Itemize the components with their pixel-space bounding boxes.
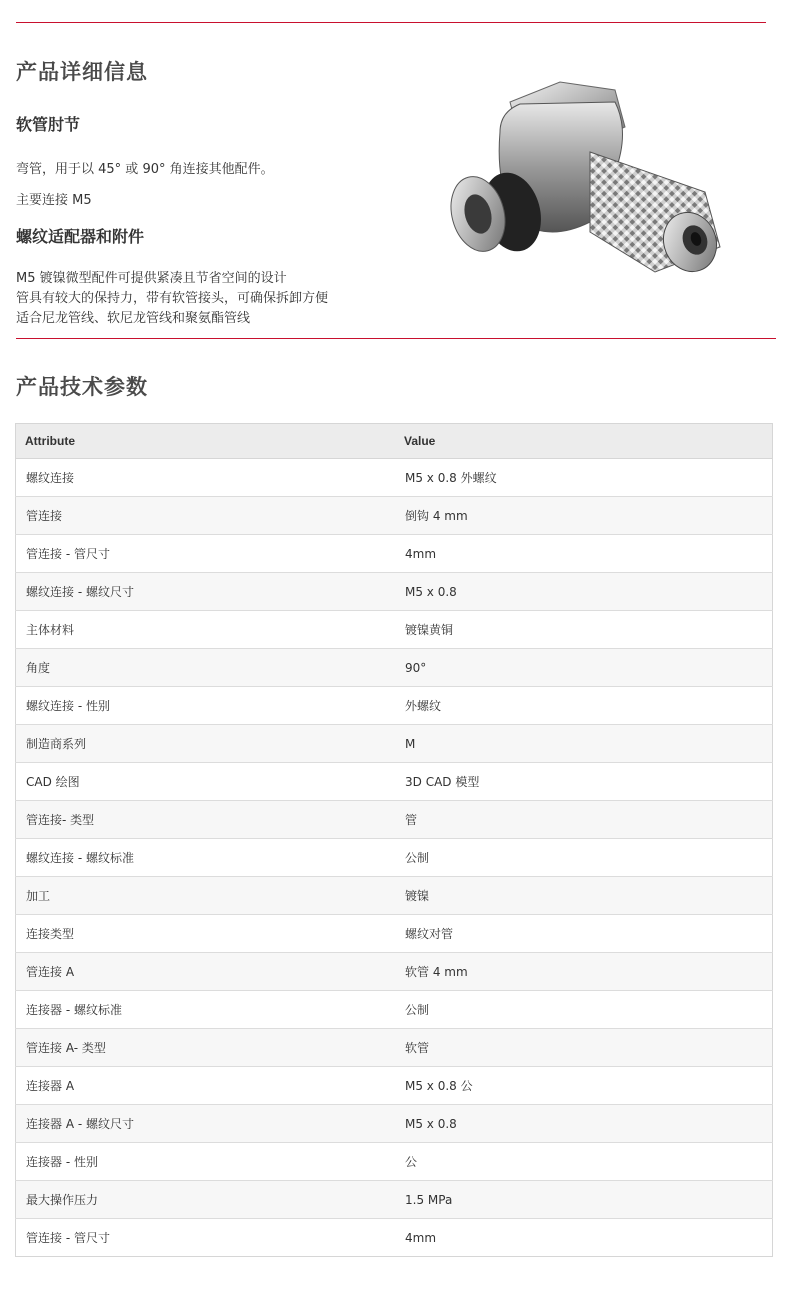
table-row [16, 801, 773, 839]
attribute-cell: 管连接 A [16, 953, 396, 991]
table-row [16, 649, 773, 687]
attribute-cell: 加工 [16, 877, 396, 915]
attribute-cell: 螺纹连接 [16, 459, 396, 497]
attribute-cell: 连接类型 [16, 915, 396, 953]
feature-item: 适合尼龙管线、软尼龙管线和聚氨酯管线 [16, 311, 251, 326]
table-row [16, 1105, 773, 1143]
value-cell: M5 x 0.8 [395, 1105, 773, 1143]
table-row [16, 535, 773, 573]
value-cell: 公制 [395, 991, 773, 1029]
thread-adapter-heading: 螺纹适配器和附件 [16, 227, 145, 246]
table-row [16, 953, 773, 991]
value-cell: 软管 [395, 1029, 773, 1067]
attribute-cell: 连接器 - 性别 [16, 1143, 396, 1181]
product-name: 软管肘节 [16, 115, 81, 134]
value-cell: 4mm [395, 1219, 773, 1257]
value-cell: 4mm [395, 535, 773, 573]
column-header-value: Value [395, 424, 773, 459]
attribute-cell: 管连接- 类型 [16, 801, 396, 839]
table-row [16, 459, 773, 497]
attribute-cell: CAD 绘图 [16, 763, 396, 801]
value-cell: M5 x 0.8 [395, 573, 773, 611]
value-cell: 倒钩 4 mm [395, 497, 773, 535]
table-row [16, 611, 773, 649]
attribute-cell: 螺纹连接 - 螺纹尺寸 [16, 573, 396, 611]
table-row [16, 725, 773, 763]
feature-item: M5 镀镍微型配件可提供紧凑且节省空间的设计 [16, 271, 287, 286]
table-row [16, 1067, 773, 1105]
value-cell: 公 [395, 1143, 773, 1181]
spec-table [15, 423, 773, 1257]
table-row [16, 497, 773, 535]
value-cell: 软管 4 mm [395, 953, 773, 991]
attribute-cell: 螺纹连接 - 螺纹标准 [16, 839, 396, 877]
table-row [16, 1029, 773, 1067]
attribute-cell: 螺纹连接 - 性别 [16, 687, 396, 725]
value-cell: M5 x 0.8 公 [395, 1067, 773, 1105]
details-heading: 产品详细信息 [16, 59, 148, 84]
feature-item: 管具有较大的保持力，带有软管接头，可确保拆卸方便 [16, 291, 329, 306]
value-cell: 公制 [395, 839, 773, 877]
attribute-cell: 管连接 A- 类型 [16, 1029, 396, 1067]
table-row [16, 915, 773, 953]
value-cell: M [395, 725, 773, 763]
product-image [440, 72, 740, 292]
attribute-cell: 连接器 A - 螺纹尺寸 [16, 1105, 396, 1143]
value-cell: 管 [395, 801, 773, 839]
table-row [16, 1219, 773, 1257]
value-cell: 镀镍黄铜 [395, 611, 773, 649]
table-row [16, 877, 773, 915]
spec-table-body [16, 459, 773, 1257]
product-description: 弯管，用于以 45° 或 90° 角连接其他配件。 [16, 162, 274, 177]
value-cell: 镀镍 [395, 877, 773, 915]
attribute-cell: 角度 [16, 649, 396, 687]
table-row [16, 991, 773, 1029]
table-row [16, 763, 773, 801]
column-header-attribute: Attribute [16, 424, 396, 459]
table-header-row [16, 424, 773, 459]
value-cell: 螺纹对管 [395, 915, 773, 953]
value-cell: 90° [395, 649, 773, 687]
feature-list [16, 269, 328, 329]
attribute-cell: 管连接 - 管尺寸 [16, 535, 396, 573]
main-connection: 主要连接 M5 [16, 193, 92, 208]
attribute-cell: 管连接 [16, 497, 396, 535]
attribute-cell: 连接器 - 螺纹标准 [16, 991, 396, 1029]
table-row [16, 839, 773, 877]
attribute-cell: 最大操作压力 [16, 1181, 396, 1219]
section-divider [16, 338, 776, 339]
attribute-cell: 连接器 A [16, 1067, 396, 1105]
value-cell: M5 x 0.8 外螺纹 [395, 459, 773, 497]
table-row [16, 573, 773, 611]
specs-heading: 产品技术参数 [16, 374, 148, 399]
value-cell: 3D CAD 模型 [395, 763, 773, 801]
attribute-cell: 主体材料 [16, 611, 396, 649]
value-cell: 外螺纹 [395, 687, 773, 725]
value-cell: 1.5 MPa [395, 1181, 773, 1219]
top-divider [16, 22, 766, 23]
table-row [16, 1181, 773, 1219]
table-row [16, 687, 773, 725]
attribute-cell: 管连接 - 管尺寸 [16, 1219, 396, 1257]
attribute-cell: 制造商系列 [16, 725, 396, 763]
table-row [16, 1143, 773, 1181]
